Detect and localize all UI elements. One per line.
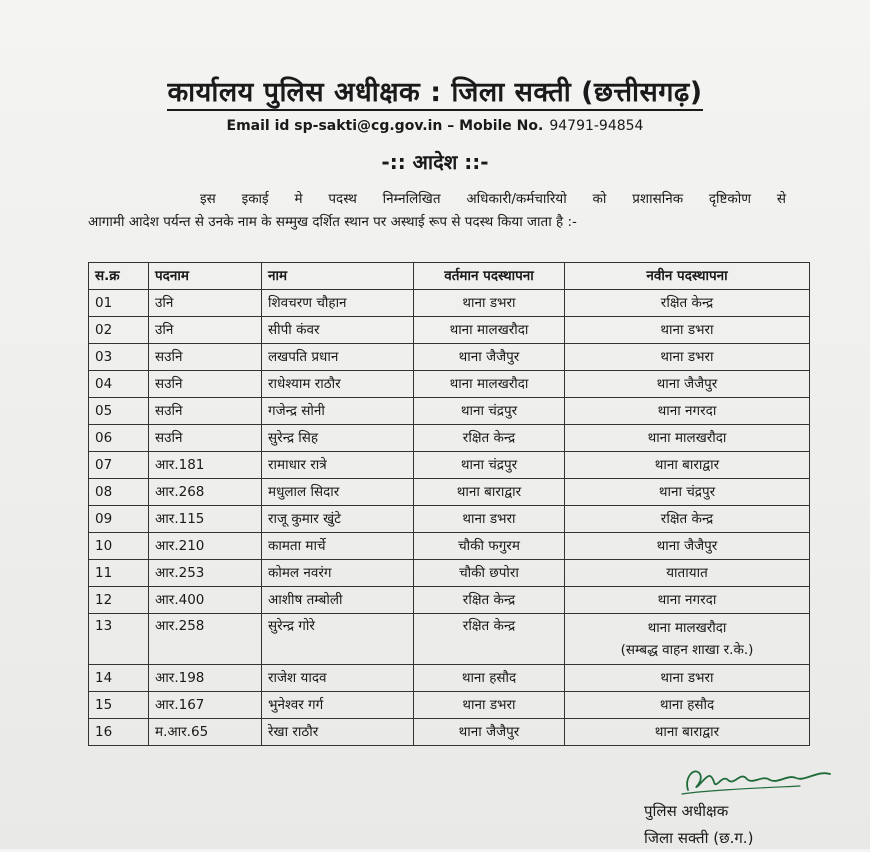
- cell-current-posting: रक्षित केन्द्र: [414, 425, 565, 452]
- table-row: [89, 506, 810, 533]
- cell-serial: 11: [89, 560, 149, 587]
- cell-designation: उनि: [149, 290, 262, 317]
- cell-current-posting: चौकी छपोरा: [414, 560, 565, 587]
- cell-current-posting: थाना चंद्रपुर: [414, 398, 565, 425]
- cell-new-posting: थाना जैजैपुर: [565, 371, 810, 398]
- cell-name: आशीष तम्बोली: [262, 587, 414, 614]
- cell-new-posting: थाना मालखरौदा: [565, 425, 810, 452]
- table-row: [89, 614, 810, 665]
- cell-designation: सउनि: [149, 398, 262, 425]
- cell-serial: 10: [89, 533, 149, 560]
- header-designation: पदनाम: [149, 263, 262, 290]
- table-row: [89, 587, 810, 614]
- table-row: [89, 344, 810, 371]
- table-row: [89, 290, 810, 317]
- cell-name: भुनेश्वर गर्ग: [262, 692, 414, 719]
- cell-current-posting: थाना डभरा: [414, 506, 565, 533]
- table-row: [89, 371, 810, 398]
- cell-new-posting: थाना बाराद्वार: [565, 452, 810, 479]
- office-title: कार्यालय पुलिस अधीक्षक : जिला सक्ती (छत्तीसगढ़): [0, 72, 870, 109]
- cell-attachment-note: (सम्बद्ध वाहन शाखा र.के.): [620, 642, 754, 658]
- cell-new-posting: थाना बाराद्वार: [565, 719, 810, 746]
- cell-new-posting: थाना चंद्रपुर: [565, 479, 810, 506]
- cell-serial: 02: [89, 317, 149, 344]
- table-row: [89, 560, 810, 587]
- cell-current-posting: थाना जैजैपुर: [414, 344, 565, 371]
- cell-designation: आर.258: [149, 614, 262, 665]
- header-name: नाम: [262, 263, 414, 290]
- cell-designation: उनि: [149, 317, 262, 344]
- signature-mark: [670, 760, 850, 800]
- cell-new-posting: थाना नगरदा: [565, 398, 810, 425]
- cell-serial: 16: [89, 719, 149, 746]
- cell-name: गजेन्द्र सोनी: [262, 398, 414, 425]
- cell-new-posting: रक्षित केन्द्र: [565, 506, 810, 533]
- cell-name: सीपी कंवर: [262, 317, 414, 344]
- signatory-district: जिला सक्ती (छ.ग.): [644, 829, 754, 847]
- cell-name: कामता मार्चे: [262, 533, 414, 560]
- cell-new-posting: थाना डभरा: [565, 344, 810, 371]
- cell-designation: आर.268: [149, 479, 262, 506]
- cell-current-posting: थाना मालखरौदा: [414, 317, 565, 344]
- header-serial: स.क्र: [89, 263, 149, 290]
- cell-new-posting: [565, 614, 810, 665]
- cell-serial: 14: [89, 665, 149, 692]
- cell-new-posting: थाना डभरा: [565, 317, 810, 344]
- table-row: [89, 398, 810, 425]
- header-current-posting: वर्तमान पदस्थापना: [414, 263, 565, 290]
- cell-current-posting: रक्षित केन्द्र: [414, 587, 565, 614]
- cell-name: राजेश यादव: [262, 665, 414, 692]
- cell-name: शिवचरण चौहान: [262, 290, 414, 317]
- cell-current-posting: थाना जैजैपुर: [414, 719, 565, 746]
- cell-serial: 05: [89, 398, 149, 425]
- intro-paragraph: [88, 188, 786, 234]
- cell-new-posting: यातायात: [565, 560, 810, 587]
- order-heading: -:: आदेश ::-: [381, 150, 489, 174]
- cell-serial: 04: [89, 371, 149, 398]
- cell-designation: सउनि: [149, 425, 262, 452]
- cell-new-posting-text: थाना मालखरौदा: [647, 620, 727, 636]
- signatory-block: [644, 798, 753, 852]
- cell-new-posting: थाना नगरदा: [565, 587, 810, 614]
- cell-name: मधुलाल सिदार: [262, 479, 414, 506]
- header-new-posting: नवीन पदस्थापना: [565, 263, 810, 290]
- cell-current-posting: चौकी फगुरम: [414, 533, 565, 560]
- cell-serial: 13: [89, 614, 149, 665]
- intro-line-1: इस इकाई मे पदस्थ निम्नलिखित अधिकारी/कर्मचारियो को प्रशासनिक दृष्टिकोण से: [200, 191, 786, 207]
- cell-serial: 09: [89, 506, 149, 533]
- cell-name: लखपति प्रधान: [262, 344, 414, 371]
- cell-designation: आर.115: [149, 506, 262, 533]
- table-row: [89, 665, 810, 692]
- table-row: [89, 533, 810, 560]
- cell-designation: आर.167: [149, 692, 262, 719]
- table-row: [89, 719, 810, 746]
- cell-new-posting: रक्षित केन्द्र: [565, 290, 810, 317]
- cell-new-posting: थाना हसौद: [565, 692, 810, 719]
- cell-new-posting: थाना जैजैपुर: [565, 533, 810, 560]
- cell-name: रामाधार रात्रे: [262, 452, 414, 479]
- table-row: [89, 452, 810, 479]
- cell-new-posting: थाना डभरा: [565, 665, 810, 692]
- cell-name: रेखा राठौर: [262, 719, 414, 746]
- cell-serial: 01: [89, 290, 149, 317]
- cell-designation: आर.198: [149, 665, 262, 692]
- cell-current-posting: थाना चंद्रपुर: [414, 452, 565, 479]
- cell-designation: सउनि: [149, 344, 262, 371]
- cell-serial: 03: [89, 344, 149, 371]
- cell-current-posting: थाना हसौद: [414, 665, 565, 692]
- cell-designation: आर.400: [149, 587, 262, 614]
- table-row: [89, 425, 810, 452]
- cell-current-posting: थाना बाराद्वार: [414, 479, 565, 506]
- cell-serial: 06: [89, 425, 149, 452]
- email-label: Email id sp-sakti@cg.gov.in – Mobile No.: [226, 118, 544, 134]
- cell-name: सुरेन्द्र सिह: [262, 425, 414, 452]
- signatory-designation: पुलिस अधीक्षक: [644, 802, 729, 820]
- contact-line: [0, 118, 870, 134]
- mobile-number: 94791-94854: [549, 118, 644, 134]
- cell-current-posting: रक्षित केन्द्र: [414, 614, 565, 665]
- cell-designation: आर.253: [149, 560, 262, 587]
- cell-designation: म.आर.65: [149, 719, 262, 746]
- cell-name: राधेश्याम राठौर: [262, 371, 414, 398]
- cell-serial: 08: [89, 479, 149, 506]
- cell-name: कोमल नवरंग: [262, 560, 414, 587]
- cell-designation: आर.181: [149, 452, 262, 479]
- cell-designation: सउनि: [149, 371, 262, 398]
- intro-line-2: आगामी आदेश पर्यन्त से उनके नाम के सम्मुख दर्शित स्थान पर अस्थाई रूप से पदस्थ किया जाता है :-: [88, 214, 577, 230]
- cell-current-posting: थाना डभरा: [414, 692, 565, 719]
- cell-designation: आर.210: [149, 533, 262, 560]
- table-row: [89, 479, 810, 506]
- cell-serial: 12: [89, 587, 149, 614]
- cell-name: सुरेन्द्र गोरे: [262, 614, 414, 665]
- cell-name: राजू कुमार खुंटे: [262, 506, 414, 533]
- cell-current-posting: थाना डभरा: [414, 290, 565, 317]
- table-row: [89, 317, 810, 344]
- cell-serial: 15: [89, 692, 149, 719]
- table-body: [89, 290, 810, 746]
- transfer-table: [88, 262, 810, 746]
- cell-serial: 07: [89, 452, 149, 479]
- table-header-row: [89, 263, 810, 290]
- cell-current-posting: थाना मालखरौदा: [414, 371, 565, 398]
- table-row: [89, 692, 810, 719]
